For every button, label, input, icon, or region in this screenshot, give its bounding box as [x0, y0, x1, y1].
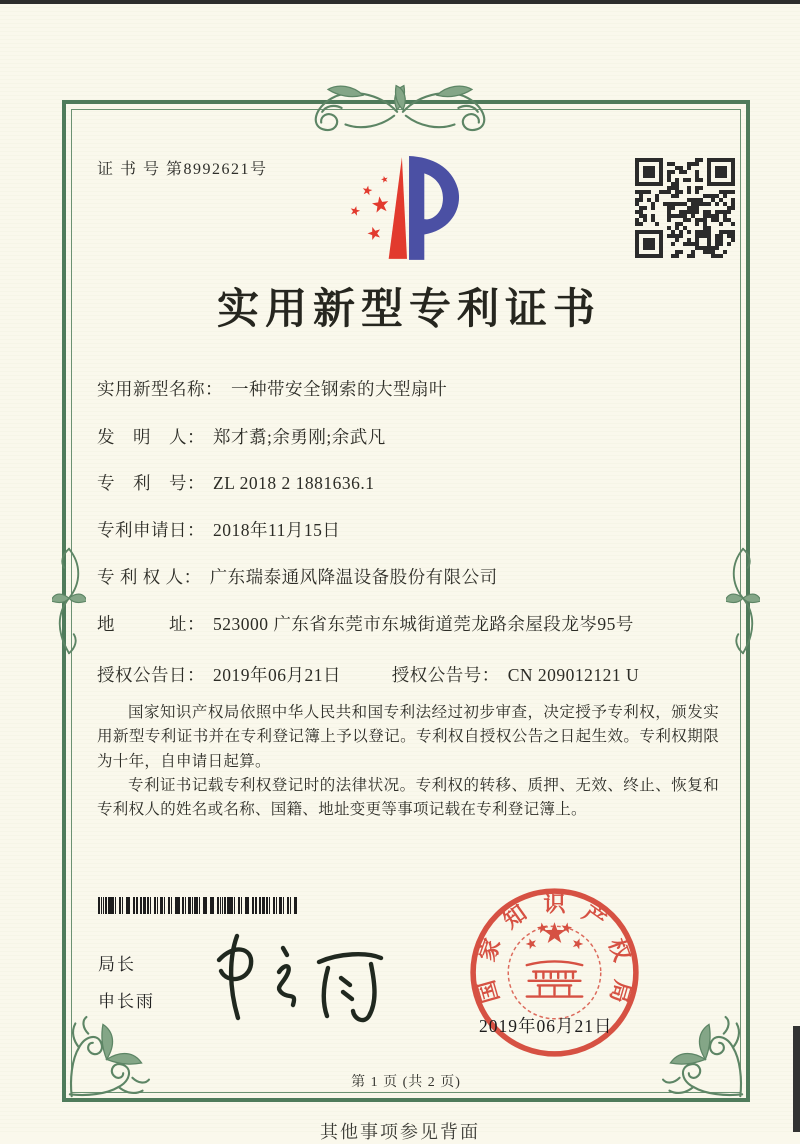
field-value: 523000 广东省东莞市东城街道莞龙路余屋段龙岑95号 — [213, 614, 634, 634]
field-row-patentee — [97, 564, 498, 589]
signer-title: 局长 — [98, 955, 136, 974]
page-number: 第 1 页 (共 2 页) — [351, 1075, 461, 1090]
back-page-note: 其他事项参见背面 — [320, 1122, 480, 1142]
field-row-patent-number — [97, 470, 374, 495]
grant-date-label: 授权公告日： — [97, 665, 205, 685]
certificate-title: 实用新型专利证书 — [216, 287, 601, 333]
field-value: 广东瑞泰通风降温设备股份有限公司 — [209, 567, 498, 587]
seal-text: 国家知识产权局 — [473, 891, 636, 1006]
field-value: 2018年11月15日 — [213, 520, 341, 540]
field-row-address — [97, 611, 634, 636]
field-row-grant — [97, 662, 639, 687]
scan-edge-top — [0, 0, 800, 4]
field-value: 一种带安全钢索的大型扇叶 — [231, 379, 447, 399]
qr-code-icon — [635, 158, 735, 258]
grant-date-value: 2019年06月21日 — [213, 665, 341, 685]
legal-text-block — [97, 701, 719, 822]
field-label: 实用新型名称： — [97, 379, 223, 399]
field-row-filing-date — [97, 517, 340, 542]
legal-paragraph: 国家知识产权局依照中华人民共和国专利法经过初步审查，决定授予专利权，颁发实用新型专利证书并在专利登记簿上予以登记。专利权自授权公告之日起生效。专利权期限为十年，自申请日起算。 — [97, 704, 719, 770]
field-label: 专 利 权 人： — [97, 567, 202, 587]
field-label: 发 明 人： — [97, 427, 205, 447]
grant-number-value: CN 209012121 U — [507, 665, 640, 685]
field-value: ZL 2018 2 1881636.1 — [213, 473, 375, 493]
legal-paragraph: 专利证书记载专利权登记时的法律状况。专利权的转移、质押、无效、终止、恢复和专利权人的姓名或名称、国籍、地址变更等事项记载在专利登记簿上。 — [97, 776, 719, 819]
cnipa-logo-icon — [343, 153, 471, 265]
signer-name: 申长雨 — [98, 992, 155, 1011]
field-row-name — [97, 376, 447, 401]
signature-handwriting — [207, 926, 413, 1026]
seal-date: 2019年06月21日 — [479, 1016, 613, 1036]
field-value: 郑才翥;余勇刚;余武凡 — [213, 427, 386, 447]
field-label: 专 利 号： — [97, 473, 205, 493]
field-label: 地 址： — [97, 614, 205, 634]
grant-number-label: 授权公告号： — [391, 665, 500, 685]
barcode-icon — [98, 897, 297, 914]
field-row-inventors — [97, 424, 386, 449]
field-label: 专利申请日： — [97, 520, 205, 540]
certificate-number: 证 书 号 第8992621号 — [97, 161, 268, 178]
scan-edge-right — [793, 1026, 800, 1132]
